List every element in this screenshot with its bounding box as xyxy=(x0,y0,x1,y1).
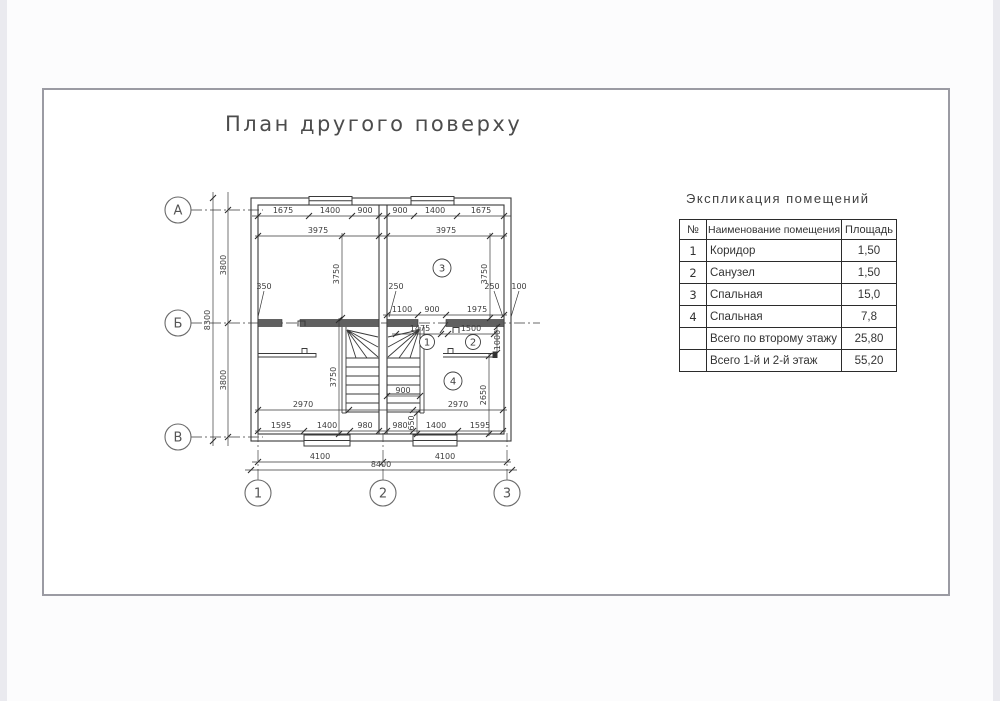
dim-label: 3800 xyxy=(219,369,228,391)
axis-col-label: 2 xyxy=(378,486,388,502)
axis-lines xyxy=(191,210,540,480)
dim-label: 3975 xyxy=(307,226,329,235)
plan-title: План другого поверху xyxy=(225,112,523,136)
room-number: 1 xyxy=(423,337,431,349)
dim-label: 1400 xyxy=(424,206,446,215)
dim-label: 1100 xyxy=(391,305,413,314)
room-number: 3 xyxy=(438,263,446,275)
room-no xyxy=(680,350,707,372)
axis-row-label: Б xyxy=(173,316,183,332)
room-area: 15,0 xyxy=(842,284,897,306)
room-name: Спальная xyxy=(707,284,842,306)
dim-label: 3975 xyxy=(435,226,457,235)
room-number: 2 xyxy=(469,337,477,349)
dim-label: 8300 xyxy=(203,309,212,331)
dim-label: 900 xyxy=(424,305,440,314)
dim-label: 350 xyxy=(256,282,272,291)
dim-label: 250 xyxy=(388,282,404,291)
dim-label: 980 xyxy=(357,421,373,430)
dim-label: 1000 xyxy=(493,329,502,351)
table-row xyxy=(680,284,897,306)
dim-label: 1400 xyxy=(316,421,338,430)
dim-label: 3750 xyxy=(332,263,341,285)
dim-label: 1675 xyxy=(470,206,492,215)
dim-label: 3800 xyxy=(219,254,228,276)
table-header-row xyxy=(680,220,897,240)
table-row xyxy=(680,306,897,328)
axis-col-label: 3 xyxy=(502,486,512,502)
dim-label: 1975 xyxy=(466,305,488,314)
dim-label: 3750 xyxy=(480,263,489,285)
dim-label: 1500 xyxy=(460,324,482,333)
dim-label: 900 xyxy=(357,206,373,215)
axis-col-label: 1 xyxy=(253,486,263,502)
dim-label: 650 xyxy=(407,415,416,431)
room-no xyxy=(680,328,707,350)
dim-label: 250 xyxy=(484,282,500,291)
dim-label: 1475 xyxy=(409,324,431,333)
room-name: Санузел xyxy=(707,262,842,284)
table-row xyxy=(680,240,897,262)
dim-label: 2650 xyxy=(479,384,488,406)
dim-label: 2970 xyxy=(447,400,469,409)
dim-label: 2970 xyxy=(292,400,314,409)
room-area: 1,50 xyxy=(842,240,897,262)
table-row xyxy=(680,328,897,350)
table-row xyxy=(680,350,897,372)
room-name: Спальная xyxy=(707,306,842,328)
dim-label: 1675 xyxy=(272,206,294,215)
axis-markers xyxy=(165,197,520,506)
dim-label: 900 xyxy=(395,386,411,395)
room-no: 4 xyxy=(680,306,707,328)
total-label: Всего по второму этажу xyxy=(707,328,842,350)
dim-label: 900 xyxy=(392,206,408,215)
dim-label: 4100 xyxy=(434,452,456,461)
room-schedule-title: Экспликация помещений xyxy=(686,191,870,206)
total-area: 55,20 xyxy=(842,350,897,372)
room-no: 3 xyxy=(680,284,707,306)
room-schedule-table xyxy=(679,219,897,372)
dim-label: 1400 xyxy=(425,421,447,430)
col-header-area: Площадь xyxy=(842,220,897,240)
dim-label: 1595 xyxy=(270,421,292,430)
room-name: Коридор xyxy=(707,240,842,262)
dim-label: 8400 xyxy=(370,460,392,469)
room-no: 2 xyxy=(680,262,707,284)
room-area: 7,8 xyxy=(842,306,897,328)
room-area: 1,50 xyxy=(842,262,897,284)
total-area: 25,80 xyxy=(842,328,897,350)
dim-label: 3750 xyxy=(329,366,338,388)
dim-label: 100 xyxy=(511,282,527,291)
total-label: Всего 1-й и 2-й этаж xyxy=(707,350,842,372)
staircase xyxy=(342,327,424,413)
axis-row-label: В xyxy=(173,430,183,446)
dim-label: 980 xyxy=(392,421,408,430)
axis-row-label: А xyxy=(173,203,183,219)
room-number: 4 xyxy=(449,376,457,388)
dim-label: 1400 xyxy=(319,206,341,215)
dim-label: 4100 xyxy=(309,452,331,461)
col-header-number: № xyxy=(680,220,707,240)
dim-label: 1595 xyxy=(469,421,491,430)
table-row xyxy=(680,262,897,284)
room-no: 1 xyxy=(680,240,707,262)
col-header-name: Наименование помещения xyxy=(707,220,842,240)
